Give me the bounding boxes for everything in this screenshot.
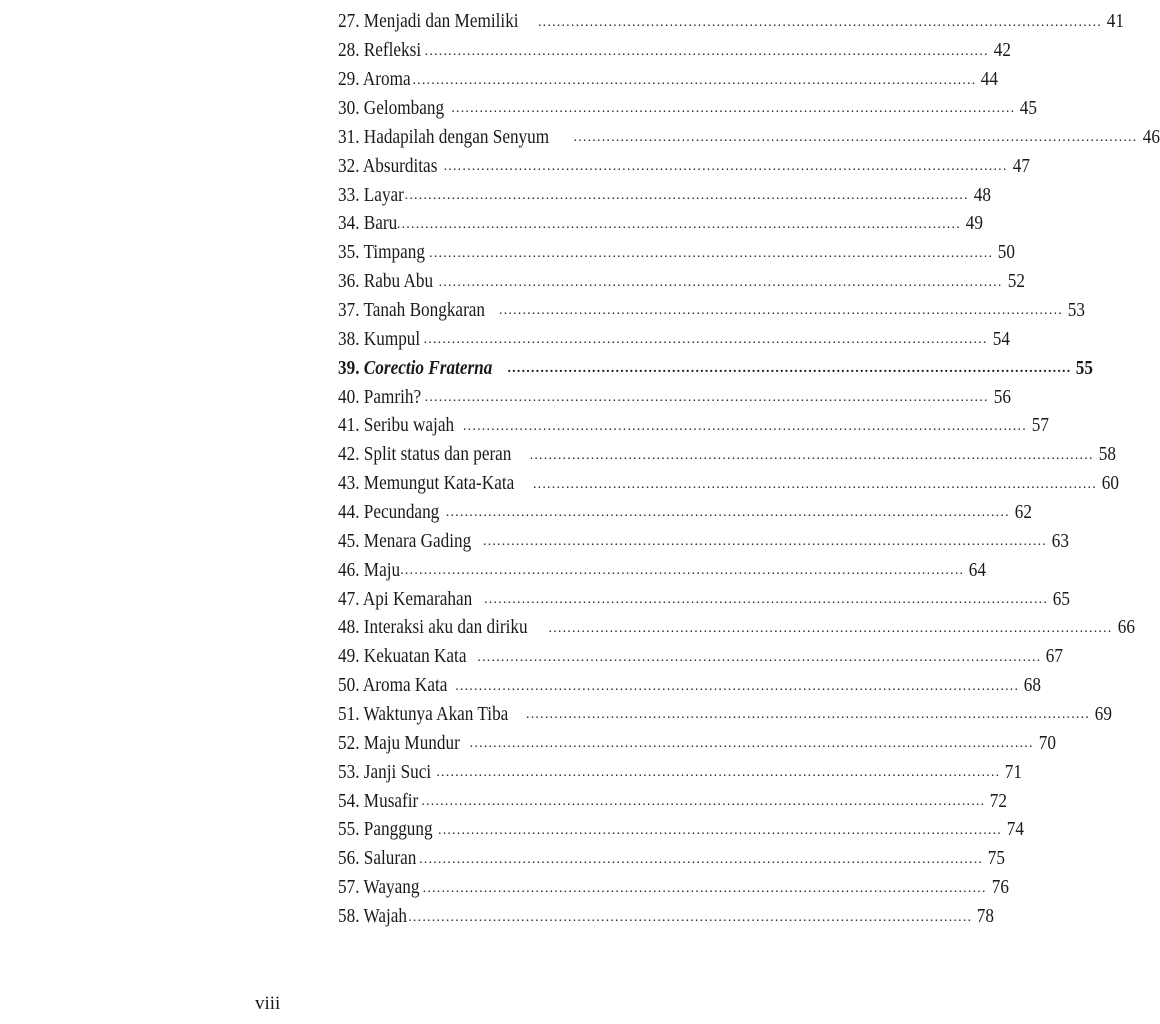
toc-entry-label <box>338 181 404 209</box>
toc-entry-page: 67 <box>1046 645 1064 668</box>
dot-leader: ........................................................................................................................ <box>462 418 1027 434</box>
toc-entry-title: Aroma Kata <box>362 674 448 697</box>
toc-entry-page: 60 <box>1101 472 1119 495</box>
toc-entry[interactable] <box>338 873 1009 902</box>
dot-leader: ........................................................................................................................ <box>396 216 961 232</box>
toc-entry-page: 71 <box>1005 760 1023 783</box>
dot-leader: ........................................................................................................................ <box>507 361 1072 377</box>
toc-entry-title: Maju Mundur <box>363 731 460 754</box>
toc-entry-page: 48 <box>973 183 991 206</box>
toc-entry-page: 46 <box>1142 125 1160 148</box>
toc-entry-label <box>338 787 418 815</box>
toc-entry-page: 49 <box>965 212 983 235</box>
toc-entry-number: 36. <box>338 270 360 293</box>
toc-entry-page: 57 <box>1031 414 1049 437</box>
toc-entry-title: Layar <box>363 183 404 206</box>
toc-entry-title: Pamrih? <box>363 385 422 408</box>
toc-entry-number: 55. <box>338 818 360 841</box>
toc-entry-title: Wajah <box>363 905 408 928</box>
dot-leader: ........................................................................................................................ <box>423 332 988 348</box>
toc-entry-number: 37. <box>338 299 360 322</box>
toc-entry-title: Tanah Bongkaran <box>363 299 486 322</box>
toc-entry-title: Aroma <box>362 68 411 91</box>
toc-entry-title: Interaksi aku dan diriku <box>363 616 528 639</box>
dot-leader: ........................................................................................................................ <box>451 101 1016 117</box>
toc-entry[interactable] <box>338 296 1085 325</box>
toc-entry-title: Menjadi dan Memiliki <box>363 10 519 33</box>
toc-entry-title: Waktunya Akan Tiba <box>363 703 509 726</box>
toc-entry[interactable] <box>338 642 1064 671</box>
toc-entry[interactable] <box>338 700 1113 729</box>
toc-entry-number: 31. <box>338 125 360 148</box>
toc-entry-label <box>338 440 511 468</box>
toc-entry[interactable] <box>338 613 1135 642</box>
toc-entry-title: Kekuatan Kata <box>363 645 467 668</box>
toc-entry[interactable] <box>338 94 1038 123</box>
toc-entry-label <box>338 354 492 382</box>
toc-entry-number: 57. <box>338 876 360 899</box>
toc-entry-number: 47. <box>338 587 360 610</box>
dot-leader: ........................................................................................................................ <box>438 274 1003 290</box>
toc-entry-label <box>338 209 397 237</box>
toc-entry[interactable] <box>338 411 1049 440</box>
toc-entry-title: Rabu Abu <box>363 270 434 293</box>
toc-entry[interactable] <box>338 902 995 931</box>
toc-entry[interactable] <box>338 180 991 209</box>
toc-entry-number: 29. <box>338 68 360 91</box>
toc-entry-page: 69 <box>1094 703 1113 726</box>
toc-entry-page: 70 <box>1038 731 1056 754</box>
toc-entry-title: Musafir <box>363 789 419 812</box>
toc-entry-page: 63 <box>1051 529 1069 552</box>
toc-entry-title: Menara Gading <box>363 529 472 552</box>
toc-entry-number: 58. <box>338 905 360 928</box>
toc-entry[interactable] <box>338 324 1010 353</box>
toc-entry[interactable] <box>338 151 1030 180</box>
dot-leader: ........................................................................................................................ <box>422 880 987 896</box>
toc-entry-number: 51. <box>338 703 360 726</box>
toc-entry-number: 34. <box>338 212 360 235</box>
toc-entry-page: 66 <box>1117 616 1135 639</box>
toc-entry-number: 40. <box>338 385 360 408</box>
toc-entry-label <box>338 123 549 151</box>
table-of-contents <box>338 7 1160 931</box>
toc-entry-number: 56. <box>338 847 360 870</box>
toc-entry-number: 41. <box>338 414 360 437</box>
page-number: viii <box>255 993 281 1014</box>
toc-entry-number: 52. <box>338 731 360 754</box>
toc-entry-title: Api Kemarahan <box>362 587 473 610</box>
toc-entry-label <box>338 613 528 641</box>
toc-entry-label <box>338 267 433 295</box>
toc-entry-title: Split status dan peran <box>363 443 512 466</box>
dot-leader: ........................................................................................................................ <box>424 390 989 406</box>
toc-entry-page: 74 <box>1006 818 1024 841</box>
toc-entry-number: 44. <box>338 501 360 524</box>
toc-entry-page: 53 <box>1067 299 1085 322</box>
toc-entry-number: 28. <box>338 39 360 62</box>
toc-entry-label <box>338 325 420 353</box>
toc-entry-label <box>338 585 472 613</box>
toc-entry-label <box>338 152 437 180</box>
toc-entry-page: 55 <box>1076 356 1094 379</box>
toc-entry-number: 54. <box>338 789 360 812</box>
dot-leader: ........................................................................................................................ <box>404 188 969 204</box>
toc-entry-label <box>338 873 419 901</box>
toc-entry-page: 64 <box>969 558 987 581</box>
toc-entry-title: Saluran <box>363 847 417 870</box>
toc-entry-label <box>338 902 407 930</box>
toc-entry-label <box>338 498 439 526</box>
toc-entry-page: 50 <box>997 241 1016 264</box>
toc-entry-number: 33. <box>338 183 360 206</box>
toc-entry-page: 58 <box>1098 443 1116 466</box>
toc-entry-page: 42 <box>993 39 1011 62</box>
dot-leader: ........................................................................................................................ <box>443 159 1008 175</box>
toc-entry-number: 38. <box>338 327 360 350</box>
toc-entry-label <box>338 411 454 439</box>
toc-entry-number: 32. <box>338 154 360 177</box>
toc-entry-title: Seribu wajah <box>363 414 455 437</box>
dot-leader: ........................................................................................................................ <box>445 505 1010 521</box>
toc-entry-page: 75 <box>987 847 1006 870</box>
dot-leader: ........................................................................................................................ <box>498 303 1063 319</box>
toc-entry-page: 44 <box>981 68 999 91</box>
dot-leader: ........................................................................................................................ <box>419 851 984 867</box>
toc-entry[interactable] <box>338 728 1056 757</box>
dot-leader: ........................................................................................................................ <box>482 534 1047 550</box>
toc-entry-number: 30. <box>338 97 360 119</box>
toc-entry-page: 45 <box>1020 97 1038 119</box>
toc-entry-label <box>338 758 431 786</box>
toc-entry-label <box>338 729 460 757</box>
toc-entry-label <box>338 527 471 555</box>
toc-entry-label <box>338 469 514 497</box>
toc-entry-title: Pecundang <box>363 501 440 524</box>
toc-entry-label <box>338 642 466 670</box>
toc-entry-page: 65 <box>1052 587 1071 610</box>
toc-entry[interactable] <box>338 815 1024 844</box>
dot-leader: ........................................................................................................................ <box>455 678 1020 694</box>
toc-entry[interactable] <box>338 209 983 238</box>
toc-entry[interactable] <box>338 526 1069 555</box>
toc-entry[interactable] <box>338 353 1094 382</box>
toc-entry-number: 53. <box>338 760 360 783</box>
toc-entry[interactable] <box>338 469 1119 498</box>
toc-entry[interactable] <box>338 382 1011 411</box>
dot-leader: ........................................................................................................................ <box>526 707 1091 723</box>
toc-entry[interactable] <box>338 498 1032 527</box>
dot-leader: ........................................................................................................................ <box>412 72 977 88</box>
toc-entry-title: Corectio Fraterna <box>363 356 493 379</box>
toc-entry[interactable] <box>338 440 1116 469</box>
toc-entry-number: 27. <box>338 10 360 33</box>
dot-leader: ........................................................................................................................ <box>429 245 994 261</box>
toc-entry-page: 62 <box>1014 501 1032 524</box>
dot-leader: ........................................................................................................................ <box>400 563 965 579</box>
toc-entry-number: 46. <box>338 558 360 581</box>
toc-entry-page: 41 <box>1106 10 1124 33</box>
toc-entry[interactable] <box>338 7 1124 36</box>
toc-entry-number: 42. <box>338 443 360 466</box>
toc-entry-label <box>338 7 519 35</box>
toc-entry-title: Kumpul <box>363 327 421 350</box>
dot-leader: ........................................................................................................................ <box>424 43 989 59</box>
toc-entry-page: 47 <box>1012 154 1030 177</box>
dot-leader: ........................................................................................................................ <box>477 649 1042 665</box>
dot-leader: ........................................................................................................................ <box>436 765 1001 781</box>
toc-entry-label <box>338 238 425 266</box>
toc-entry-label <box>338 65 411 93</box>
toc-entry[interactable] <box>338 36 1011 65</box>
toc-entry-number: 49. <box>338 645 360 668</box>
toc-entry-label <box>338 671 447 699</box>
toc-entry-number: 48. <box>338 616 360 639</box>
toc-entry-label <box>338 556 400 584</box>
toc-entry-title: Gelombang <box>363 97 445 119</box>
toc-entry-title: Timpang <box>363 241 425 264</box>
toc-entry-page: 54 <box>992 327 1010 350</box>
toc-entry-title: Refleksi <box>363 39 422 62</box>
toc-entry[interactable] <box>338 786 1008 815</box>
toc-entry-label <box>338 296 485 324</box>
toc-entry[interactable] <box>338 122 1160 151</box>
toc-entry-title: Absurditas <box>362 154 438 177</box>
toc-entry-number: 43. <box>338 472 360 495</box>
toc-entry-title: Baru <box>363 212 398 235</box>
toc-entry[interactable] <box>338 65 999 94</box>
toc-entry-page: 78 <box>977 905 995 928</box>
toc-entry-page: 76 <box>991 876 1009 899</box>
dot-leader: ........................................................................................................................ <box>573 130 1138 146</box>
dot-leader: ........................................................................................................................ <box>537 14 1102 30</box>
dot-leader: ........................................................................................................................ <box>484 592 1049 608</box>
toc-entry-label <box>338 36 421 64</box>
toc-entry-label <box>338 700 508 728</box>
toc-entry-title: Wayang <box>363 876 420 899</box>
toc-entry-label <box>338 844 416 872</box>
toc-entry[interactable] <box>338 757 1023 786</box>
toc-entry-number: 39. <box>338 356 360 379</box>
toc-entry-page: 68 <box>1024 674 1042 697</box>
toc-entry[interactable] <box>338 555 987 584</box>
toc-entry-label <box>338 94 444 122</box>
dot-leader: ........................................................................................................................ <box>408 909 973 925</box>
dot-leader: ........................................................................................................................ <box>529 447 1094 463</box>
toc-entry-label <box>338 383 421 411</box>
dot-leader: ........................................................................................................................ <box>548 620 1113 636</box>
toc-entry[interactable] <box>338 584 1071 613</box>
toc-entry-number: 50. <box>338 674 360 697</box>
toc-entry-number: 45. <box>338 529 360 552</box>
toc-entry-title: Maju <box>363 558 401 581</box>
dot-leader: ........................................................................................................................ <box>532 476 1097 492</box>
dot-leader: ........................................................................................................................ <box>438 822 1002 838</box>
toc-entry-page: 52 <box>1007 270 1025 293</box>
toc-entry-page: 56 <box>993 385 1011 408</box>
toc-entry-title: Panggung <box>363 818 433 841</box>
toc-entry-title: Memungut Kata-Kata <box>363 472 515 495</box>
toc-entry-title: Hadapilah dengan Senyum <box>363 125 550 148</box>
dot-leader: ........................................................................................................................ <box>469 736 1034 752</box>
toc-entry[interactable] <box>338 671 1042 700</box>
toc-entry[interactable] <box>338 238 1016 267</box>
toc-entry-number: 35. <box>338 241 360 264</box>
dot-leader: ........................................................................................................................ <box>421 794 986 810</box>
toc-entry-label <box>338 815 433 843</box>
toc-entry-title: Janji Suci <box>363 760 432 783</box>
toc-entry[interactable] <box>338 844 1006 873</box>
toc-entry-page: 72 <box>990 789 1008 812</box>
toc-entry[interactable] <box>338 267 1025 296</box>
